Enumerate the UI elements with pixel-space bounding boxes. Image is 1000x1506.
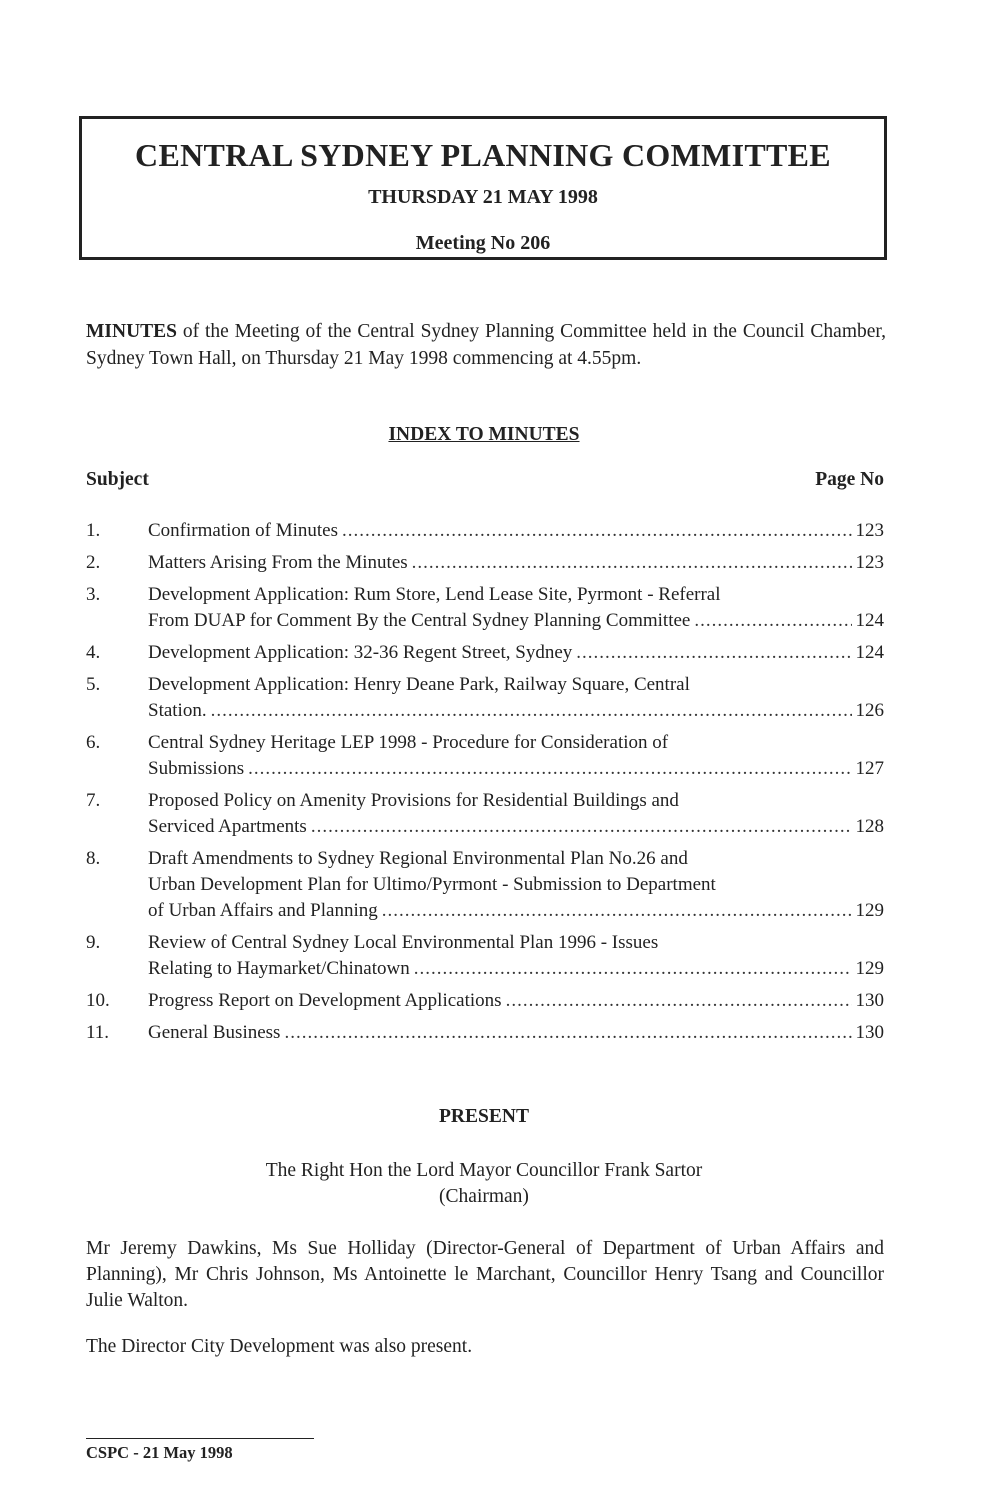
index-item-title: Matters Arising From the Minutes — [148, 552, 408, 573]
index-item-title: Progress Report on Development Applications — [148, 990, 502, 1011]
index-item-title: From DUAP for Comment By the Central Sydney Planning Committee — [148, 610, 691, 631]
index-item-line: Central Sydney Heritage LEP 1998 - Procedure for Consideration of — [148, 732, 669, 753]
committee-title: CENTRAL SYDNEY PLANNING COMMITTEE — [135, 137, 831, 173]
index-item-body — [148, 846, 884, 924]
dot-leader — [311, 814, 852, 840]
index-item-body — [148, 672, 884, 724]
index-item-title: Development Application: 32-36 Regent Street, Sydney — [148, 642, 573, 663]
dot-leader — [506, 988, 852, 1014]
index-item-page: 126 — [855, 700, 884, 721]
dot-leader — [576, 640, 851, 666]
header-box — [79, 116, 887, 260]
index-item-number: 6. — [86, 732, 101, 753]
index-item-number: 1. — [86, 520, 101, 541]
index-item-page: 128 — [855, 816, 884, 837]
members-present: Mr Jeremy Dawkins, Ms Sue Holliday (Director-General of Department of Urban Affairs and Planning), Mr Chris Johnson, Ms Antoinette le Marchant, Councillor Henry Tsang and Councillor Julie Walton. — [86, 1238, 884, 1311]
meeting-number: Meeting No 206 — [415, 232, 551, 254]
chairman-name: The Right Hon the Lord Mayor Councillor Frank Sartor — [265, 1160, 703, 1181]
minutes-intro — [86, 318, 886, 372]
dot-leader — [284, 1020, 851, 1046]
index-item-final-line — [148, 608, 884, 634]
index-item-line: Development Application: Henry Deane Park, Railway Square, Central — [148, 674, 690, 695]
index-item — [86, 988, 884, 1014]
index-item-final-line — [148, 956, 884, 982]
subject-column-label: Subject — [86, 469, 149, 490]
index-item-number: 7. — [86, 790, 101, 811]
index-item-line: Development Application: Rum Store, Lend Lease Site, Pyrmont - Referral — [148, 584, 721, 605]
page-column-label: Page No — [815, 469, 884, 490]
footer-rule — [86, 1438, 314, 1439]
dot-leader — [414, 956, 852, 982]
index-item-page: 130 — [855, 1022, 884, 1043]
index-item-body — [148, 788, 884, 840]
index-item-title: Confirmation of Minutes — [148, 520, 338, 541]
index-item-page: 123 — [855, 552, 884, 573]
index-item-page: 124 — [855, 610, 884, 631]
index-item-body — [148, 582, 884, 634]
dot-leader — [342, 518, 852, 544]
index-item — [86, 518, 884, 544]
index-item — [86, 582, 884, 634]
index-item-final-line — [148, 640, 884, 666]
index-item-page: 127 — [855, 758, 884, 779]
index-item-body — [148, 518, 884, 544]
index-item-title: Relating to Haymarket/Chinatown — [148, 958, 410, 979]
index-item-page: 129 — [855, 900, 884, 921]
index-item-body — [148, 640, 884, 666]
index-item-body — [148, 1020, 884, 1046]
index-heading: INDEX TO MINUTES — [388, 424, 580, 445]
index-item-title: of Urban Affairs and Planning — [148, 900, 378, 921]
meeting-date: THURSDAY 21 MAY 1998 — [368, 186, 598, 208]
dot-leader — [211, 698, 852, 724]
index-item-final-line — [148, 1020, 884, 1046]
index-item-number: 5. — [86, 674, 101, 695]
index-item — [86, 930, 884, 982]
index-item-body — [148, 550, 884, 576]
footer-reference: CSPC - 21 May 1998 — [86, 1443, 233, 1462]
index-item-title: Submissions — [148, 758, 245, 779]
index-item-page: 130 — [855, 990, 884, 1011]
index-item-final-line — [148, 698, 884, 724]
index-item — [86, 730, 884, 782]
index-item — [86, 788, 884, 840]
minutes-lead: MINUTES — [86, 321, 178, 342]
index-item-page: 124 — [855, 642, 884, 663]
index-item-final-line — [148, 814, 884, 840]
index-list — [86, 518, 884, 1052]
index-item — [86, 550, 884, 576]
index-item-line: Proposed Policy on Amenity Provisions for Residential Buildings and — [148, 790, 679, 811]
index-item-final-line — [148, 898, 884, 924]
index-item-page: 129 — [855, 958, 884, 979]
present-heading: PRESENT — [439, 1106, 529, 1127]
index-item-title: Serviced Apartments — [148, 816, 307, 837]
dot-leader — [248, 756, 851, 782]
index-item-number: 10. — [86, 990, 110, 1011]
index-item-number: 9. — [86, 932, 101, 953]
index-item-number: 2. — [86, 552, 101, 573]
index-item-final-line — [148, 756, 884, 782]
index-item-body — [148, 988, 884, 1014]
index-item-final-line — [148, 518, 884, 544]
index-item-line: Review of Central Sydney Local Environmental Plan 1996 - Issues — [148, 932, 659, 953]
index-item — [86, 846, 884, 924]
index-item-body — [148, 730, 884, 782]
index-item-page: 123 — [855, 520, 884, 541]
chairman-block — [0, 1158, 968, 1210]
index-item-number: 8. — [86, 848, 101, 869]
index-item — [86, 640, 884, 666]
also-present: The Director City Development was also present. — [86, 1336, 473, 1357]
index-item — [86, 1020, 884, 1046]
index-item-title: Station. — [148, 700, 207, 721]
dot-leader — [694, 608, 851, 634]
index-item-title: General Business — [148, 1022, 281, 1043]
index-item-final-line — [148, 550, 884, 576]
index-item-final-line — [148, 988, 884, 1014]
index-item-number: 3. — [86, 584, 101, 605]
index-item-number: 11. — [86, 1022, 110, 1043]
index-item-body — [148, 930, 884, 982]
index-item-line: Draft Amendments to Sydney Regional Environmental Plan No.26 and — [148, 848, 688, 869]
index-item — [86, 672, 884, 724]
chairman-role: (Chairman) — [439, 1186, 529, 1207]
dot-leader — [412, 550, 852, 576]
index-item-number: 4. — [86, 642, 101, 663]
minutes-intro-text: of the Meeting of the Central Sydney Planning Committee held in the Council Chamber, Sydney Town Hall, on Thursday 21 May 1998 commencing at 4.55pm. — [86, 321, 886, 369]
dot-leader — [382, 898, 852, 924]
index-item-line: Urban Development Plan for Ultimo/Pyrmont - Submission to Department — [148, 874, 716, 895]
